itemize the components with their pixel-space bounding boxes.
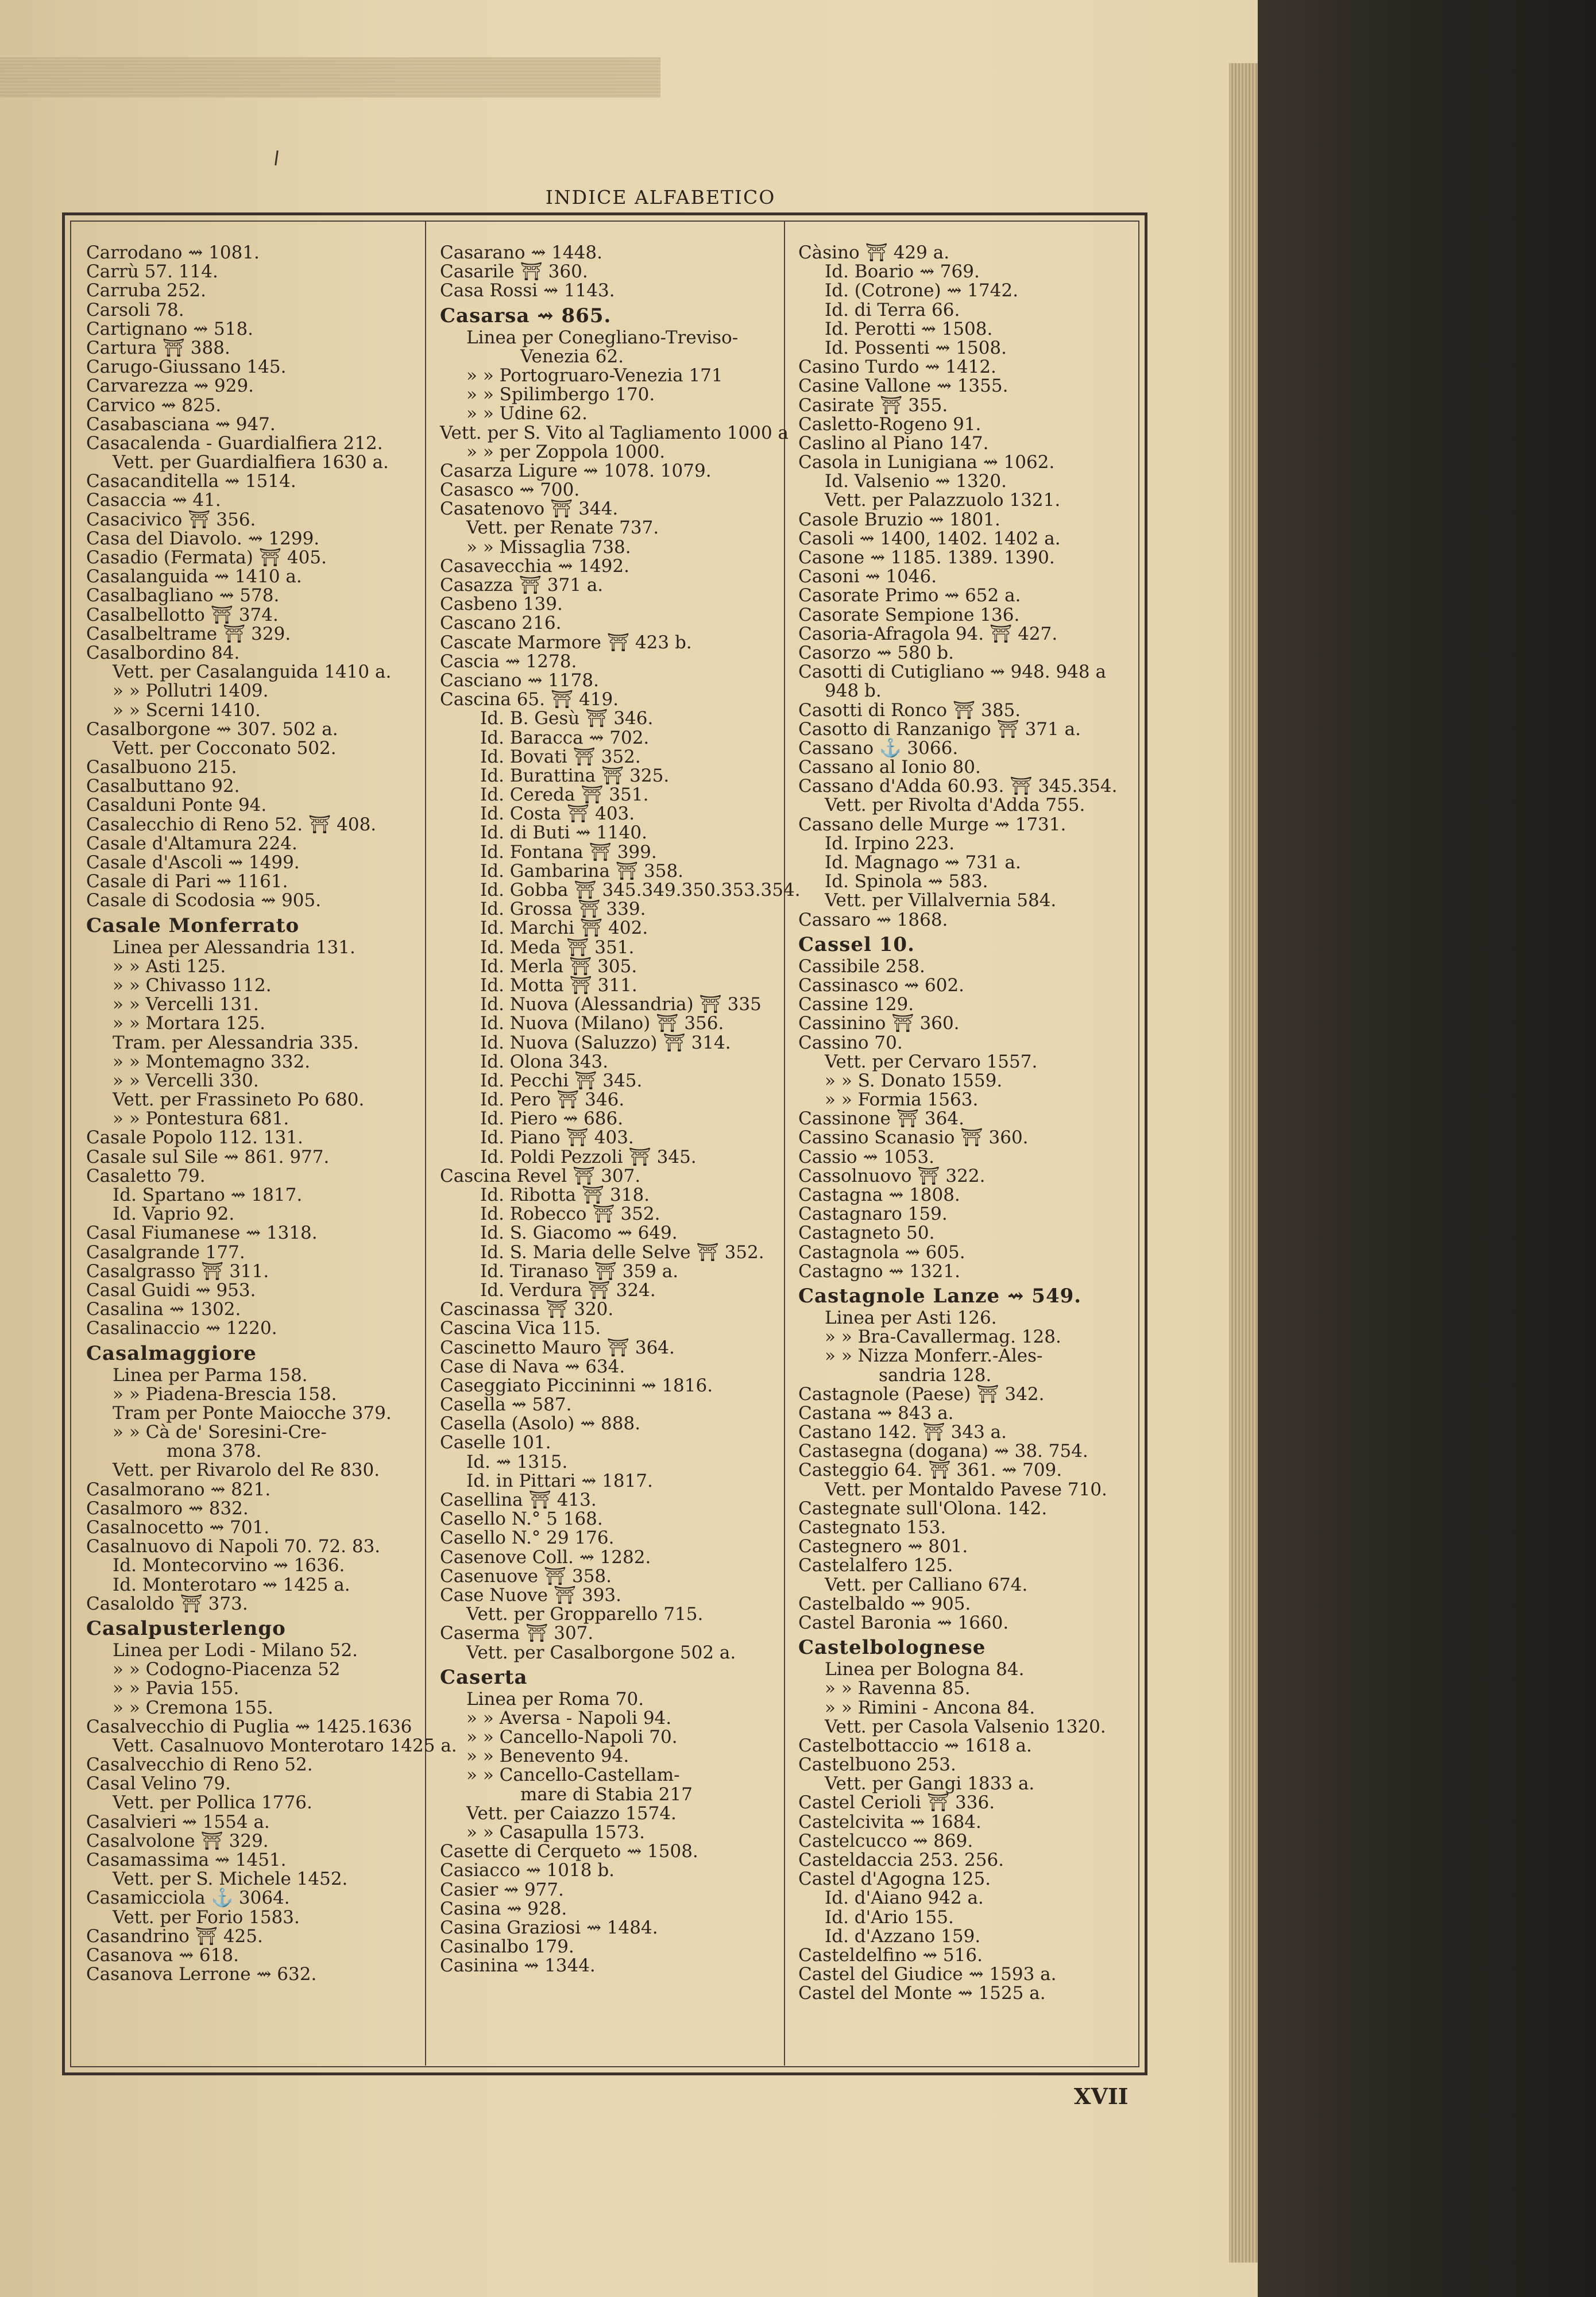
index-entry: Id. Marchi ⛩ 402.	[480, 918, 648, 939]
index-entry: Id. Verdura ⛩ 324.	[480, 1279, 656, 1301]
index-entry: Casine Vallone ⇝ 1355.	[798, 376, 1008, 397]
index-entry: Id. ⇝ 1315.	[466, 1451, 568, 1472]
index-entry: Castana ⇝ 843 a.	[798, 1402, 954, 1424]
index-entry: Linea per Roma 70.	[466, 1688, 644, 1710]
index-entry: Cartura ⛩ 388.	[86, 337, 230, 358]
index-entry: Casellina ⛩ 413.	[440, 1490, 597, 1510]
index-entry: Case di Nava ⇝ 634.	[440, 1356, 625, 1377]
index-entry: Casenuove ⛩ 358.	[440, 1565, 612, 1587]
index-entry: Id. Monterotaro ⇝ 1425 a.	[113, 1574, 350, 1595]
index-entry: Casal Fiumanese ⇝ 1318.	[86, 1223, 318, 1244]
background-shadow	[1258, 0, 1596, 2297]
index-entry: Id. B. Gesù ⛩ 346.	[480, 708, 654, 729]
index-entry: Casotti di Ronco ⛩ 385.	[798, 699, 1021, 721]
index-entry: Casacivico ⛩ 356.	[86, 509, 256, 530]
index-entry: Vett. per Cervaro 1557.	[825, 1051, 1038, 1072]
index-entry: Casoni ⇝ 1046.	[798, 566, 937, 587]
index-entry: Castelalfero 125.	[798, 1555, 953, 1576]
index-entry: Casteldaccia 253. 256.	[798, 1850, 1004, 1870]
index-entry: Carruba 252.	[86, 280, 207, 301]
index-entry: Castel Baronia ⇝ 1660.	[798, 1612, 1009, 1633]
index-entry: Casarano ⇝ 1448.	[440, 242, 602, 263]
index-entry: Vett. per Palazzuolo 1321.	[825, 490, 1061, 511]
index-entry: Linea per Lodi - Milano 52.	[113, 1639, 358, 1661]
index-entry: Id. Bovati ⛩ 352.	[480, 746, 641, 767]
index-entry: Caseggiato Piccininni ⇝ 1816.	[440, 1375, 713, 1396]
index-entry: Casalgrande 177.	[86, 1242, 245, 1263]
page-number: XVII	[1074, 2083, 1129, 2109]
index-entry: Id. Ribotta ⛩ 318.	[480, 1185, 650, 1205]
index-entry: Cassinone ⛩ 364.	[798, 1108, 964, 1130]
index-entry: Vett. per Casola Valsenio 1320.	[825, 1716, 1106, 1737]
index-column-1	[86, 242, 457, 1985]
index-entry: Vett. per Frassineto Po 680.	[113, 1089, 365, 1111]
index-entry: Casino Turdo ⇝ 1412.	[798, 357, 996, 378]
index-heading: Casalpusterlengo	[86, 1617, 286, 1640]
index-entry: Casone ⇝ 1185. 1389. 1390.	[798, 547, 1055, 568]
index-entry: Carsoli 78.	[86, 299, 184, 320]
index-entry: Vett. per Casalborgone 502 a.	[466, 1642, 736, 1663]
page-stack-edge	[0, 57, 660, 98]
index-entry: Id. Pero ⛩ 346.	[480, 1089, 625, 1111]
index-entry: Cassinino ⛩ 360.	[798, 1013, 960, 1034]
index-entry: Id. Burattina ⛩ 325.	[480, 765, 670, 786]
index-entry: Id. Magnago ⇝ 731 a.	[825, 852, 1021, 873]
index-entry: Casello N.° 5 168.	[440, 1509, 603, 1530]
page-title: INDICE ALFABETICO	[545, 186, 776, 208]
index-entry: » » Nizza Monferr.-Ales-	[825, 1345, 1043, 1367]
index-entry: Casalbeltrame ⛩ 329.	[86, 623, 291, 644]
index-entry: Vett. per Montaldo Pavese 710.	[825, 1479, 1107, 1500]
index-entry: Id. Nuova (Saluzzo) ⛩ 314.	[480, 1032, 731, 1053]
index-entry: Carrodano ⇝ 1081.	[86, 242, 260, 263]
index-entry: Casalbellotto ⛩ 374.	[86, 604, 279, 625]
index-entry: Cascinassa ⛩ 320.	[440, 1299, 614, 1320]
index-entry: Cascinetto Mauro ⛩ 364.	[440, 1337, 675, 1358]
ink-mark	[275, 150, 279, 165]
index-entry: Casale sul Sile ⇝ 861. 977.	[86, 1146, 330, 1167]
index-entry: » » Bra-Cavallermag. 128.	[825, 1327, 1061, 1348]
index-entry: Vett. per Gangi 1833 a.	[825, 1773, 1035, 1795]
index-entry: Castelbottaccio ⇝ 1618 a.	[798, 1735, 1032, 1756]
index-column-3	[798, 243, 1154, 2004]
index-heading: Casale Monferrato	[86, 914, 300, 937]
index-entry: Cassano delle Murge ⇝ 1731.	[798, 814, 1066, 835]
index-entry: Vett. per Guardialfiera 1630 a.	[113, 452, 389, 473]
index-entry: Case Nuove ⛩ 393.	[440, 1584, 622, 1606]
index-entry: Casalecchio di Reno 52. ⛩ 408.	[86, 814, 377, 835]
index-heading: Castagnole Lanze ⇝ 549.	[798, 1284, 1082, 1308]
index-entry: » » S. Donato 1559.	[825, 1070, 1003, 1091]
index-entry: Id. Piero ⇝ 686.	[480, 1108, 624, 1130]
index-entry: Cascina 65. ⛩ 419.	[440, 689, 619, 710]
index-entry: Casotti di Cutigliano ⇝ 948. 948 a	[798, 662, 1106, 683]
index-entry: Id. Gambarina ⛩ 358.	[480, 860, 684, 881]
index-entry: Casale di Scodosia ⇝ 905.	[86, 890, 322, 911]
index-entry: Cassio ⇝ 1053.	[798, 1146, 935, 1167]
index-entry: Castel Cerioli ⛩ 336.	[798, 1792, 995, 1813]
index-entry: Vett. per Casalanguida 1410 a.	[113, 662, 392, 683]
index-entry: Id. Spartano ⇝ 1817.	[113, 1185, 303, 1205]
index-entry: Cascate Marmore ⛩ 423 b.	[440, 632, 692, 653]
index-entry: Casenove Coll. ⇝ 1282.	[440, 1546, 651, 1568]
index-entry: » » Benevento 94.	[466, 1746, 629, 1767]
index-entry: Linea per Bologna 84.	[825, 1659, 1025, 1680]
index-entry: Linea per Alessandria 131.	[113, 937, 355, 958]
index-entry: Casoria-Afragola 94. ⛩ 427.	[798, 623, 1058, 644]
index-entry: Casorzo ⇝ 580 b.	[798, 642, 954, 663]
index-entry: » » Rimini - Ancona 84.	[825, 1697, 1035, 1718]
index-entry: » » Pavia 155.	[113, 1678, 239, 1699]
index-entry: Casalmoro ⇝ 832.	[86, 1498, 249, 1519]
index-entry: » » Piadena-Brescia 158.	[113, 1383, 337, 1405]
index-entry: Cascina Vica 115.	[440, 1318, 601, 1339]
index-entry: » » Chivasso 112.	[113, 975, 272, 996]
index-entry: Vett. per Gropparello 715.	[466, 1604, 704, 1625]
index-entry: Castagneto 50.	[798, 1223, 935, 1244]
index-entry: Id. Meda ⛩ 351.	[480, 937, 635, 958]
index-entry: Id. Tiranaso ⛩ 359 a.	[480, 1260, 679, 1282]
index-entry: » » Scerni 1410.	[113, 699, 261, 721]
index-entry: Casalbuttano 92.	[86, 776, 240, 797]
index-entry: Id. d'Ario 155.	[825, 1907, 954, 1928]
index-entry: Id. Fontana ⛩ 399.	[480, 841, 657, 863]
index-entry: Id. Costa ⛩ 403.	[480, 803, 635, 825]
index-entry: Caselle 101.	[440, 1432, 551, 1453]
index-entry: Cartignano ⇝ 518.	[86, 318, 254, 339]
index-entry: Castel d'Agogna 125.	[798, 1869, 991, 1890]
index-entry: Casotto di Ranzanigo ⛩ 371 a.	[798, 718, 1081, 740]
index-entry: Casasco ⇝ 700.	[440, 479, 580, 501]
index-entry: Id. Baracca ⇝ 702.	[480, 727, 650, 748]
index-entry: Casello N.° 29 176.	[440, 1528, 615, 1549]
index-entry: Id. Montecorvino ⇝ 1636.	[113, 1555, 345, 1576]
index-entry: Id. S. Maria delle Selve ⛩ 352.	[480, 1242, 764, 1263]
index-heading: Casarsa ⇝ 865.	[440, 304, 612, 327]
index-entry: » » Aversa - Napoli 94.	[466, 1707, 672, 1728]
index-entry: Casalgrasso ⛩ 311.	[86, 1260, 269, 1282]
index-entry: Casacanditella ⇝ 1514.	[86, 471, 296, 492]
index-entry: Cassano d'Adda 60.93. ⛩ 345.354.	[798, 776, 1118, 797]
index-entry: Carvarezza ⇝ 929.	[86, 376, 254, 397]
index-entry: Casabasciana ⇝ 947.	[86, 413, 276, 435]
index-entry: Cassaro ⇝ 1868.	[798, 909, 948, 930]
index-entry: Casette di Cerqueto ⇝ 1508.	[440, 1841, 698, 1862]
index-heading: Castelbolognese	[798, 1636, 986, 1660]
index-entry: Castagnole (Paese) ⛩ 342.	[798, 1383, 1045, 1405]
index-entry: Casbeno 139.	[440, 594, 563, 615]
index-entry: Caserma ⛩ 307.	[440, 1623, 594, 1644]
index-entry: Vett. per Cocconato 502.	[113, 737, 337, 759]
index-entry: Id. Nuova (Milano) ⛩ 356.	[480, 1013, 724, 1034]
index-entry: Casal Velino 79.	[86, 1773, 231, 1795]
index-entry: Id. (Cotrone) ⇝ 1742.	[825, 280, 1019, 301]
index-entry: Casandrino ⛩ 425.	[86, 1925, 263, 1947]
index-entry: Id. d'Aiano 942 a.	[825, 1888, 984, 1909]
index-entry: Tram. per Alessandria 335.	[113, 1032, 359, 1053]
index-entry: Id. S. Giacomo ⇝ 649.	[480, 1223, 678, 1244]
index-entry: Casoli ⇝ 1400, 1402. 1402 a.	[798, 528, 1061, 549]
index-entry: Casa del Diavolo. ⇝ 1299.	[86, 528, 320, 549]
index-entry: » » Formia 1563.	[825, 1089, 979, 1111]
index-entry: » » Mortara 125.	[113, 1013, 265, 1034]
index-entry: Casalnocetto ⇝ 701.	[86, 1517, 270, 1538]
index-entry: Casaccia ⇝ 41.	[86, 490, 221, 511]
index-entry: Casier ⇝ 977.	[440, 1879, 564, 1900]
index-entry: Casalvieri ⇝ 1554 a.	[86, 1811, 270, 1832]
index-entry: Casale di Pari ⇝ 1161.	[86, 871, 288, 892]
index-entry: mona 378.	[167, 1441, 262, 1462]
index-entry: Cassino 70.	[798, 1032, 903, 1053]
index-entry: Casalvolone ⛩ 329.	[86, 1830, 269, 1851]
index-entry: Casalinaccio ⇝ 1220.	[86, 1318, 277, 1339]
index-entry: sandria 128.	[879, 1364, 992, 1386]
index-entry: » » Cancello-Castellam-	[466, 1765, 680, 1786]
index-entry: Carrù 57. 114.	[86, 261, 218, 283]
index-entry: Id. Perotti ⇝ 1508.	[825, 318, 993, 339]
index-entry: Id. Gobba ⛩ 345.349.350.353.354.	[480, 880, 801, 900]
index-entry: Vett. per S. Michele 1452.	[113, 1869, 348, 1890]
index-entry: Vett. per Renate 737.	[466, 517, 659, 539]
index-entry: Casale d'Ascoli ⇝ 1499.	[86, 852, 300, 873]
index-entry: Linea per Parma 158.	[113, 1364, 308, 1386]
index-entry: Id. Vaprio 92.	[113, 1204, 235, 1225]
index-entry: » » Montemagno 332.	[113, 1051, 311, 1072]
index-entry: Id. Boario ⇝ 769.	[825, 261, 980, 283]
index-entry: Castano 142. ⛩ 343 a.	[798, 1422, 1007, 1443]
index-entry: Linea per Asti 126.	[825, 1307, 997, 1328]
index-entry: Id. Olona 343.	[480, 1051, 609, 1072]
index-entry: » » Spilimbergo 170.	[466, 384, 655, 405]
index-entry: » » Asti 125.	[113, 956, 226, 977]
index-entry: Vett. per Rivarolo del Re 830.	[113, 1460, 380, 1481]
index-entry: 948 b.	[825, 680, 882, 702]
index-entry: Id. Pecchi ⛩ 345.	[480, 1070, 643, 1091]
index-entry: Casciano ⇝ 1178.	[440, 670, 599, 691]
index-entry: Casale d'Altamura 224.	[86, 833, 297, 854]
index-entry: Carvico ⇝ 825.	[86, 395, 222, 416]
index-heading: Caserta	[440, 1665, 528, 1689]
index-entry: Id. Irpino 223.	[825, 833, 955, 854]
index-entry: Casella (Asolo) ⇝ 888.	[440, 1413, 641, 1434]
index-entry: » » Ravenna 85.	[825, 1678, 971, 1699]
index-entry: » » Vercelli 330.	[113, 1070, 259, 1091]
index-entry: Venezia 62.	[520, 346, 624, 367]
index-heading: Cassel 10.	[798, 933, 915, 956]
index-column-2	[440, 242, 801, 1977]
index-entry: Casteldelfino ⇝ 516.	[798, 1944, 983, 1966]
index-entry: Casalvecchio di Reno 52.	[86, 1754, 313, 1776]
index-entry: » » per Zoppola 1000.	[466, 441, 666, 462]
index-entry: Vett. per Calliano 674.	[825, 1574, 1028, 1595]
index-entry: Id. Valsenio ⇝ 1320.	[825, 471, 1007, 492]
index-entry: Castel del Monte ⇝ 1525 a.	[798, 1983, 1046, 2004]
index-entry: Vett. per Pollica 1776.	[113, 1792, 312, 1813]
index-entry: Castagnola ⇝ 605.	[798, 1242, 965, 1263]
index-entry: Vett. per Rivolta d'Adda 755.	[825, 795, 1085, 816]
index-entry: » » Pollutri 1409.	[113, 680, 269, 702]
index-entry: Id. Robecco ⛩ 352.	[480, 1204, 660, 1225]
index-entry: » » Vercelli 131.	[113, 994, 259, 1015]
index-entry: Casalanguida ⇝ 1410 a.	[86, 566, 302, 587]
index-entry: Casorate Primo ⇝ 652 a.	[798, 585, 1021, 606]
index-entry: Id. Spinola ⇝ 583.	[825, 871, 988, 892]
index-entry: Casella ⇝ 587.	[440, 1394, 572, 1416]
index-entry: Casaloldo ⛩ 373.	[86, 1593, 248, 1614]
index-entry: Linea per Conegliano-Treviso-	[466, 327, 739, 348]
index-entry: Casalduni Ponte 94.	[86, 795, 267, 816]
index-entry: » » Casapulla 1573.	[466, 1822, 645, 1843]
index-entry: » » Codogno-Piacenza 52	[113, 1659, 341, 1680]
index-entry: Casalvecchio di Puglia ⇝ 1425.1636	[86, 1716, 412, 1737]
index-entry: Castegnato 153.	[798, 1517, 946, 1538]
index-entry: Casinina ⇝ 1344.	[440, 1955, 596, 1977]
index-entry: Vett. Casalnuovo Monterotaro 1425 a.	[113, 1735, 457, 1756]
index-entry: » » Pontestura 681.	[113, 1108, 289, 1130]
index-entry: Id. Piano ⛩ 403.	[480, 1127, 634, 1148]
index-entry: Castagno ⇝ 1321.	[798, 1260, 960, 1282]
index-entry: Vett. per Forio 1583.	[113, 1907, 300, 1928]
index-entry: Vett. per Caiazzo 1574.	[466, 1803, 677, 1824]
index-entry: Casarza Ligure ⇝ 1078. 1079.	[440, 460, 712, 481]
index-entry: Casorate Sempione 136.	[798, 604, 1020, 625]
index-entry: Casale Popolo 112. 131.	[86, 1127, 303, 1148]
index-entry: Casacalenda - Guardialfiera 212.	[86, 432, 383, 454]
index-entry: Casole Bruzio ⇝ 1801.	[798, 509, 1000, 530]
index-entry: Casa Rossi ⇝ 1143.	[440, 280, 615, 301]
index-entry: Casiacco ⇝ 1018 b.	[440, 1860, 615, 1881]
index-entry: Casalbordino 84.	[86, 642, 240, 663]
index-entry: Casal Guidi ⇝ 953.	[86, 1279, 256, 1301]
index-entry: Id. Cereda ⛩ 351.	[480, 784, 649, 806]
index-entry: Tram per Ponte Maiocche 379.	[113, 1402, 392, 1424]
index-entry: Id. Possenti ⇝ 1508.	[825, 337, 1007, 358]
index-heading: Casalmaggiore	[86, 1341, 257, 1365]
index-entry: Cassibile 258.	[798, 956, 925, 977]
index-entry: Cassano ⚓ 3066.	[798, 737, 959, 759]
index-entry: Cassinasco ⇝ 602.	[798, 975, 965, 996]
index-entry: mare di Stabia 217	[520, 1784, 693, 1805]
index-entry: Casalbagliano ⇝ 578.	[86, 585, 280, 606]
index-entry: Cascina Revel ⛩ 307.	[440, 1165, 641, 1186]
index-entry: Casanova Lerrone ⇝ 632.	[86, 1964, 317, 1985]
index-entry: Castelbaldo ⇝ 905.	[798, 1593, 971, 1614]
index-entry: Id. di Buti ⇝ 1140.	[480, 822, 647, 844]
index-entry: Casalborgone ⇝ 307. 502 a.	[86, 718, 338, 740]
index-entry: Cassino Scanasio ⛩ 360.	[798, 1127, 1029, 1148]
index-entry: Casazza ⛩ 371 a.	[440, 575, 604, 595]
index-entry: » » Udine 62.	[466, 403, 588, 424]
index-entry: » » Portogruaro-Venezia 171	[466, 365, 723, 386]
index-entry: Castegnate sull'Olona. 142.	[798, 1498, 1048, 1519]
index-entry: Casadio (Fermata) ⛩ 405.	[86, 547, 327, 568]
index-entry: Casalmorano ⇝ 821.	[86, 1479, 271, 1500]
index-entry: Castel del Giudice ⇝ 1593 a.	[798, 1964, 1057, 1985]
index-entry: Castegnero ⇝ 801.	[798, 1536, 968, 1557]
index-entry: Casinalbo 179.	[440, 1936, 574, 1958]
index-entry: Cascano 216.	[440, 613, 562, 634]
index-entry: Castelcivita ⇝ 1684.	[798, 1811, 981, 1832]
index-entry: Castelcucco ⇝ 869.	[798, 1830, 973, 1851]
index-entry: Casatenovo ⛩ 344.	[440, 498, 619, 520]
index-entry: Castasegna (dogana) ⇝ 38. 754.	[798, 1441, 1088, 1462]
index-entry: » » Cremona 155.	[113, 1697, 273, 1718]
index-entry: Casletto-Rogeno 91.	[798, 413, 981, 435]
index-entry: Casola in Lunigiana ⇝ 1062.	[798, 452, 1055, 473]
index-entry: Casanova ⇝ 618.	[86, 1944, 239, 1966]
index-entry: Castagna ⇝ 1808.	[798, 1185, 960, 1205]
index-entry: Casamassima ⇝ 1451.	[86, 1850, 287, 1870]
index-entry: Id. in Pittari ⇝ 1817.	[466, 1470, 653, 1491]
index-entry: Cassolnuovo ⛩ 322.	[798, 1165, 986, 1186]
index-entry: Casina ⇝ 928.	[440, 1898, 567, 1919]
index-entry: » » Missaglia 738.	[466, 536, 631, 558]
index-entry: Id. Poldi Pezzoli ⛩ 345.	[480, 1146, 697, 1167]
index-entry: Cascia ⇝ 1278.	[440, 651, 577, 672]
index-entry: Càsino ⛩ 429 a.	[798, 242, 950, 263]
index-entry: Casaletto 79.	[86, 1165, 206, 1186]
index-entry: Casalina ⇝ 1302.	[86, 1299, 241, 1320]
index-entry: Vett. per Villalvernia 584.	[825, 890, 1057, 911]
index-entry: Casarile ⛩ 360.	[440, 261, 588, 283]
index-entry: Carugo-Giussano 145.	[86, 357, 287, 378]
index-entry: Castelbuono 253.	[798, 1754, 956, 1776]
index-entry: Casavecchia ⇝ 1492.	[440, 555, 629, 577]
index-entry: Casamicciola ⚓ 3064.	[86, 1888, 290, 1909]
index-entry: Casalbuono 215.	[86, 757, 237, 778]
index-entry: Castagnaro 159.	[798, 1204, 948, 1225]
index-entry: Casteggio 64. ⛩ 361. ⇝ 709.	[798, 1460, 1062, 1481]
index-entry: Caslino al Piano 147.	[798, 432, 989, 454]
index-entry: Id. Grossa ⛩ 339.	[480, 899, 646, 920]
index-entry: Casina Graziosi ⇝ 1484.	[440, 1917, 658, 1938]
index-entry: Id. d'Azzano 159.	[825, 1925, 981, 1947]
index-entry: Id. di Terra 66.	[825, 299, 960, 320]
index-entry: » » Cancello-Napoli 70.	[466, 1727, 678, 1748]
index-entry: Casirate ⛩ 355.	[798, 395, 948, 416]
index-entry: Id. Merla ⛩ 305.	[480, 956, 637, 977]
index-entry: Id. Motta ⛩ 311.	[480, 975, 637, 996]
index-entry: Cassano al Ionio 80.	[798, 757, 981, 778]
index-entry: Id. Nuova (Alessandria) ⛩ 335	[480, 994, 762, 1015]
index-entry: » » Cà de' Soresini-Cre-	[113, 1422, 327, 1443]
index-entry: Cassine 129.	[798, 994, 914, 1015]
index-entry: Vett. per S. Vito al Tagliamento 1000 a	[440, 422, 789, 443]
index-entry: Casalnuovo di Napoli 70. 72. 83.	[86, 1536, 381, 1557]
